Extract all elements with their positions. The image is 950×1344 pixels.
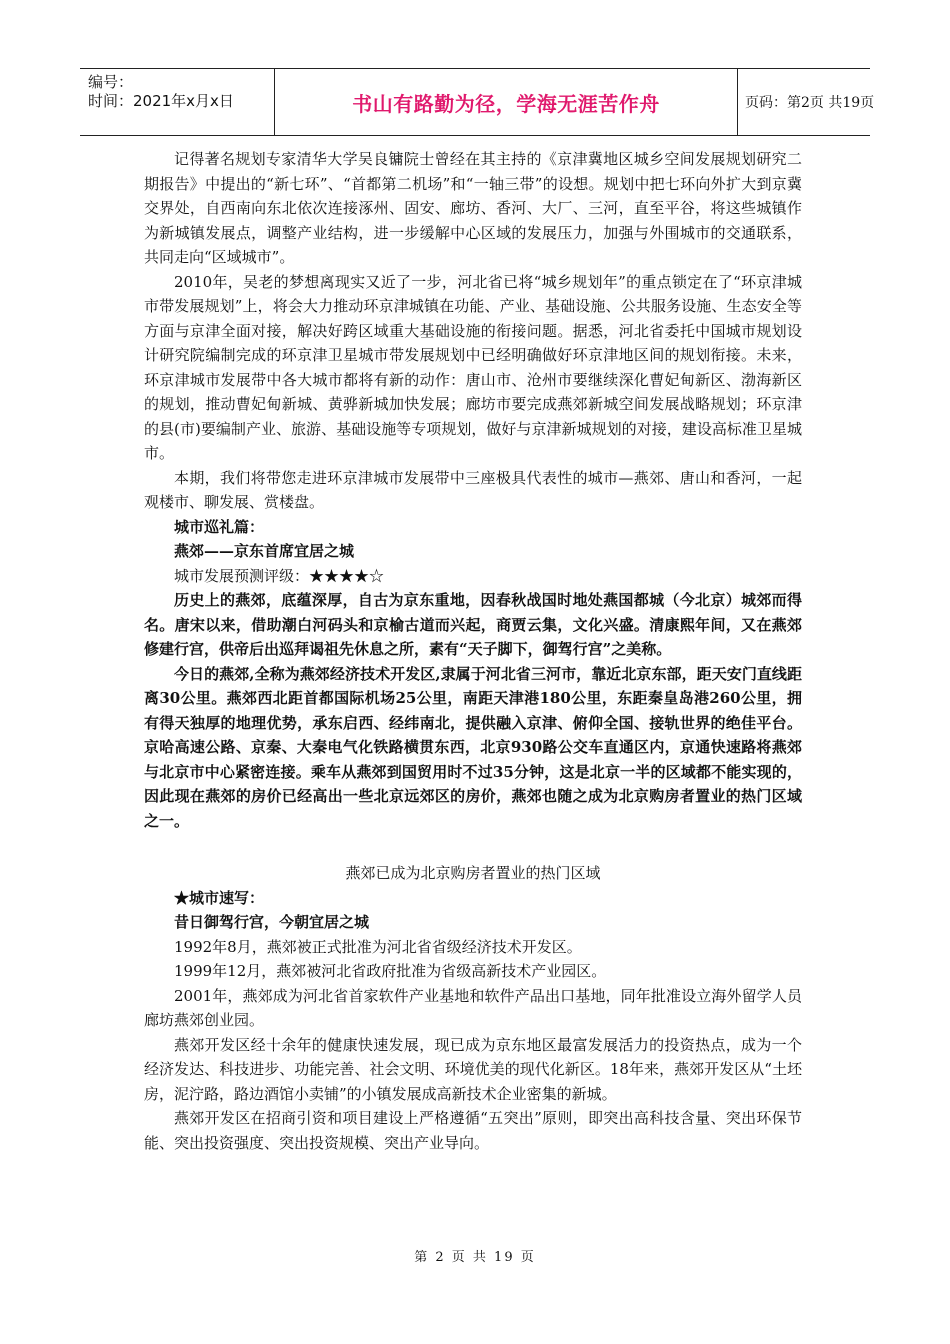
header-page-number: 页码：第2页 共19页	[745, 95, 875, 111]
intro-paragraph: 记得著名规划专家清华大学吴良镛院士曾经在其主持的《京津冀地区城乡空间发展规划研究二期报告》中提出的“新七环”、“首都第二机场”和“一轴三带”的设想。规划中把七环向外扩大到京冀交界处，自西南向东北依次连接涿州、固安、廊坊、香河、大厂、三河，直至平谷，将这些城镇作为新城镇发展点，调整产业结构，进一步缓解中心区域的发展压力，加强与外围城市的交通联系，共同走向“区域城市”。	[144, 150, 802, 266]
document-body	[144, 147, 802, 1155]
header-meta	[88, 73, 273, 111]
image-caption: 燕郊已成为北京购房者置业的热门区域	[345, 864, 601, 882]
timeline-1992: 1992年8月，燕郊被正式批准为河北省省级经济技术开发区。	[174, 937, 582, 956]
document-number-label: 编号：	[88, 73, 134, 91]
development-paragraph: 燕郊开发区经十余年的健康快速发展，现已成为京东地区最富发展活力的投资热点，成为一个经济发达、科技进步、功能完善、社会文明、环境优美的现代化新区。18年来，燕郊开发区从“土坯房，泥泞路，路边酒馆小卖铺”的小镇发展成高新技术企业密集的新城。	[144, 1035, 802, 1103]
issue-intro-paragraph: 本期，我们将带您走进环京津城市发展带中三座极具代表性的城市—燕郊、唐山和香河，一起观楼市、聊发展、赏楼盘。	[144, 468, 802, 511]
timeline-2001: 2001年，燕郊成为河北省首家软件产业基地和软件产品出口基地，同年批准设立海外留学人员廊坊燕郊创业园。	[144, 986, 802, 1029]
city-rating: 城市发展预测评级：★★★★☆	[174, 566, 385, 585]
city-heading: 燕郊——京东首席宜居之城	[174, 542, 355, 560]
document-date-label: 时间：2021年x月x日	[88, 92, 234, 110]
section-heading: 城市巡礼篇：	[174, 517, 265, 536]
page-header	[80, 68, 875, 136]
sketch-heading: ★城市速写：	[174, 888, 265, 907]
timeline-1999: 1999年12月，燕郊被河北省政府批准为省级高新技术产业园区。	[174, 962, 607, 980]
header-motto: 书山有路勤为径，学海无涯苦作舟	[274, 69, 738, 135]
page-footer: 第 2 页 共 19 页	[414, 1250, 536, 1265]
sketch-subheading: 昔日御驾行宫，今朝宜居之城	[174, 913, 370, 931]
principles-paragraph: 燕郊开发区在招商引资和项目建设上严格遵循“五突出”原则，即突出高科技含量、突出环保节能、突出投资强度、突出投资规模、突出产业导向。	[144, 1109, 802, 1152]
history-paragraph: 历史上的燕郊，底蕴深厚，自古为京东重地，因春秋战国时地处燕国都城（今北京）城郊而得名。唐宋以来，借助潮白河码头和京榆古道而兴起，商贾云集，文化兴盛。清康熙年间，又在燕郊修建行宫，供帝后出巡拜谒祖先休息之所，素有“天子脚下，御驾行宫”之美称。	[144, 591, 802, 658]
planning-paragraph: 2010年，吴老的梦想离现实又近了一步，河北省已将“城乡规划年”的重点锁定在了“环京津城市带发展规划”上，将会大力推动环京津城镇在功能、产业、基础设施、公共服务设施、生态安全等方面与京津全面对接，解决好跨区域重大基础设施的衔接问题。据悉，河北省委托中国城市规划设计研究院编制完成的环京津卫星城市带发展规划中已经明确做好环京津地区间的规划衔接。未来，环京津城市发展带中各大城市都将有新的动作：唐山市、沧州市要继续深化曹妃甸新区、渤海新区的规划，推动曹妃甸新城、黄骅新城加快发展；廊坊市要完成燕郊新城空间发展战略规划；环京津的县(市)要编制产业、旅游、基础设施等专项规划，做好与京津新城规划的对接，建设高标准卫星城市。	[144, 272, 802, 462]
today-paragraph: 今日的燕郊,全称为燕郊经济技术开发区,隶属于河北省三河市，靠近北京东部，距天安门直线距离30公里。燕郊西北距首都国际机场25公里，南距天津港180公里，东距秦皇岛港260公里，拥有得天独厚的地理优势，承东启西、经纬南北，提供融入京津、俯仰全国、接轨世界的绝佳平台。京哈高速公路、京秦、大秦电气化铁路横贯东西，北京930路公交车直通区内，京通快速路将燕郊与北京市中心紧密连接。乘车从燕郊到国贸用时不过35分钟，这是北京一半的区域都不能实现的，因此现在燕郊的房价已经高出一些北京远郊区的房价，燕郊也随之成为北京购房者置业的热门区域之一。	[144, 664, 802, 830]
